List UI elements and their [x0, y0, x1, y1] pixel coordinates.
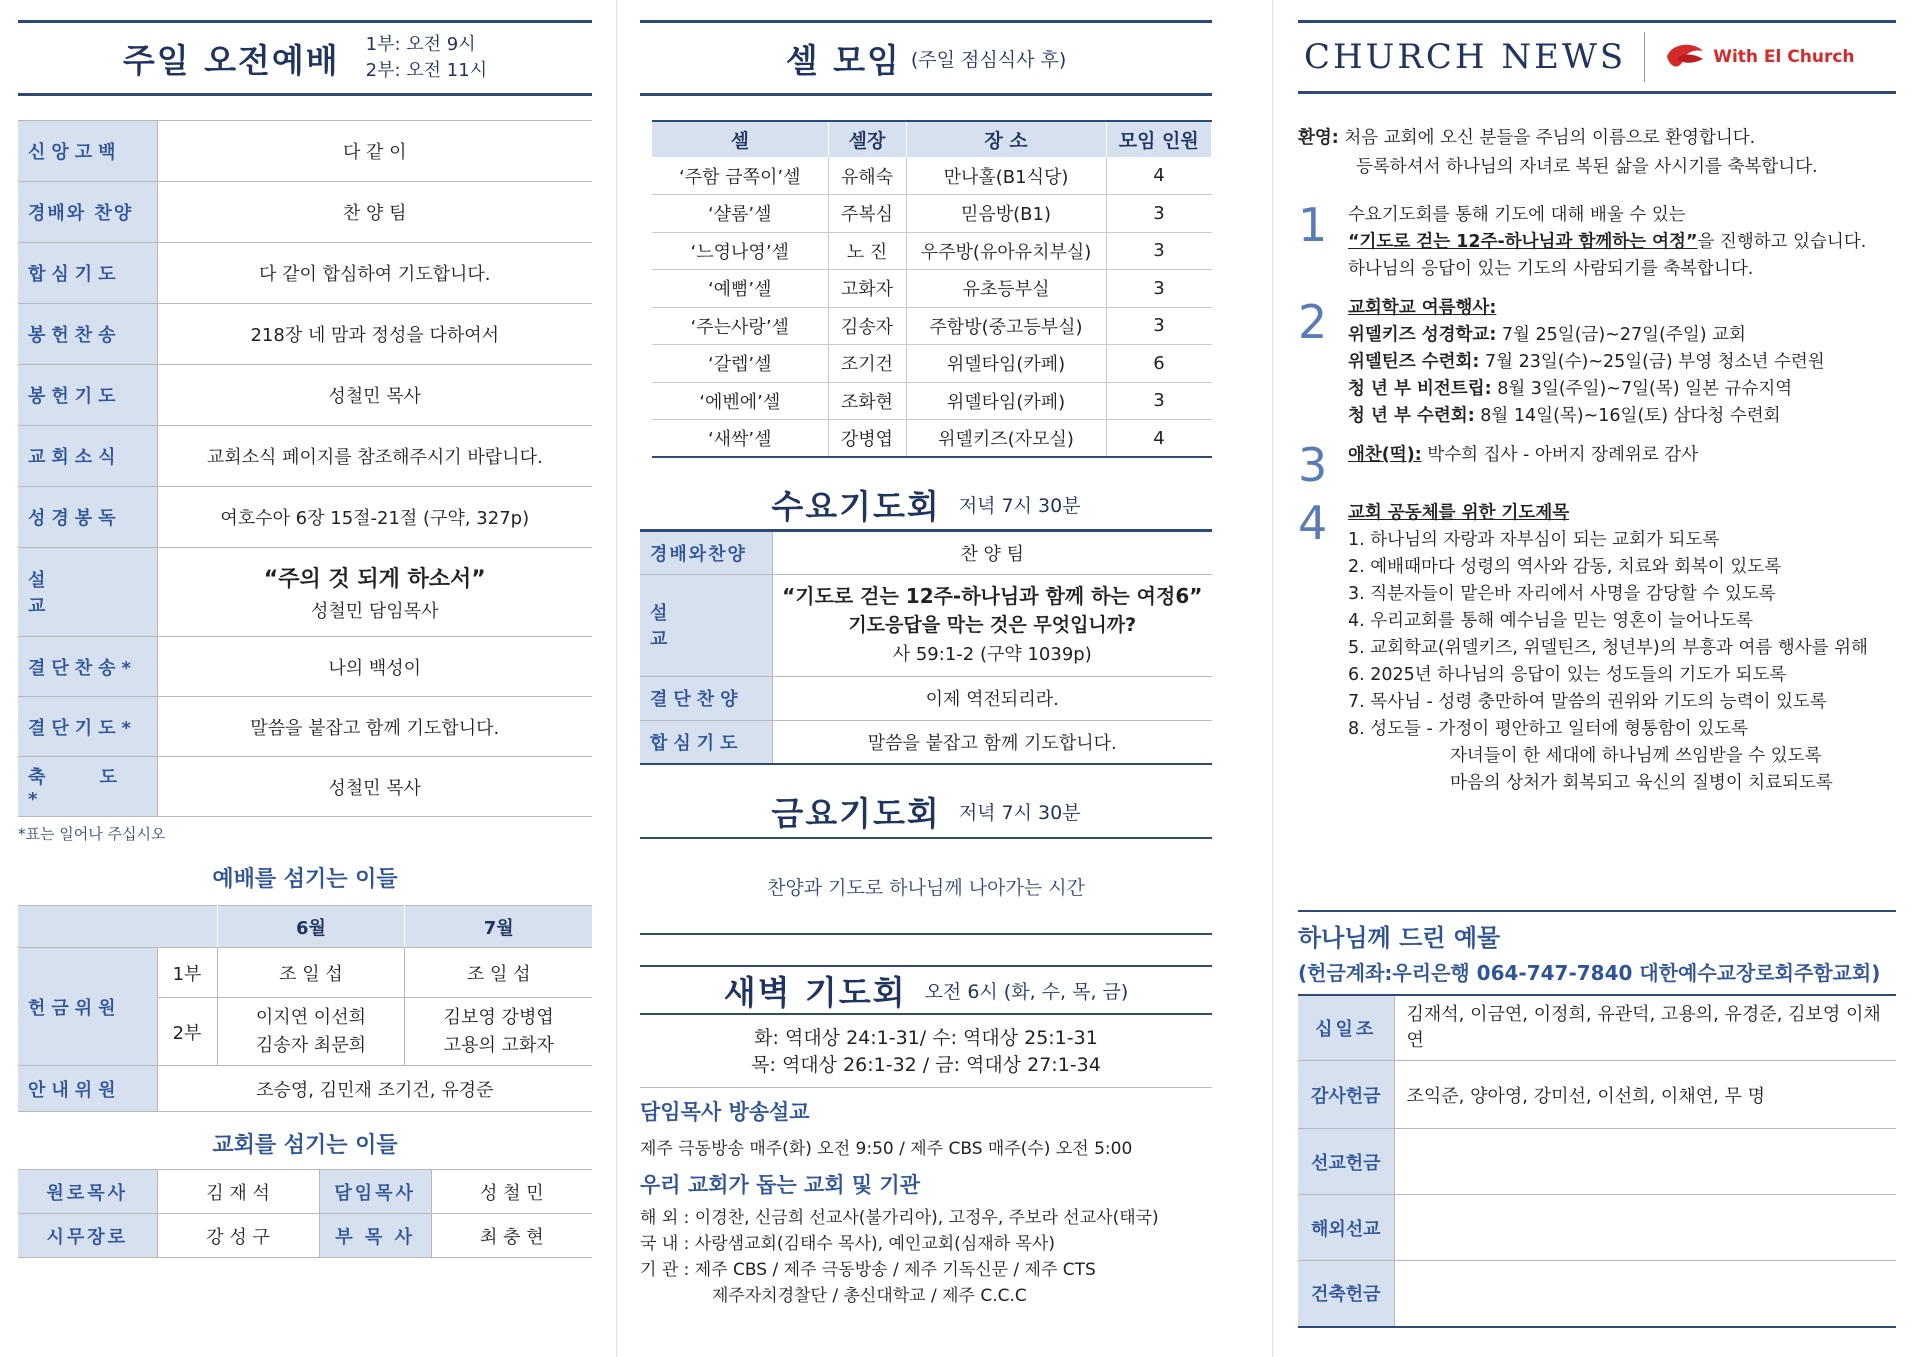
prayer-item-cont: 자녀들이 한 세대에 하나님께 쓰임받을 수 있도록: [1450, 746, 1822, 766]
friday-desc: 찬양과 기도로 하나님께 나아가는 시간: [640, 839, 1212, 935]
offering-label: 감사헌금: [1298, 1061, 1394, 1129]
prayer-item: 3. 직분자들이 맡은바 자리에서 사명을 감당할 수 있도록: [1348, 584, 1776, 604]
cell-name: ‘주는사랑’셀: [652, 307, 828, 345]
cell-place: 위델타임(카페): [906, 382, 1106, 420]
sermon-preacher: 성철민 담임목사: [311, 600, 439, 622]
news-body: [1348, 442, 1698, 469]
wed-sermon-row: [640, 574, 1212, 676]
event-detail: 8월 14일(목)~16일(토) 삼다청 수련회: [1480, 406, 1781, 426]
order-label: 봉헌기도: [18, 365, 157, 426]
order-value: 말씀을 붙잡고 함께 기도합니다.: [157, 697, 592, 757]
cell-count: 3: [1106, 195, 1212, 233]
welcome-text: 등록하셔서 하나님의 자녀로 복된 삶을 사시기를 축복합니다.: [1356, 157, 1818, 177]
cell-count: 3: [1106, 270, 1212, 308]
offering-row: [1298, 995, 1896, 1061]
news-line: [1348, 403, 1825, 430]
news-line: [1348, 322, 1825, 349]
role-value: 성 철 민: [431, 1170, 592, 1214]
wed-row: [640, 676, 1212, 720]
news-body: [1348, 295, 1825, 430]
news-number: 4: [1298, 496, 1328, 550]
column-news: [1298, 0, 1896, 1357]
june-part2-line: 이지연 이선희: [255, 1006, 366, 1028]
cell-row: [652, 345, 1212, 383]
prayer-item-cont: 마음의 상처가 회복되고 육신의 질병이 치료되도록: [1450, 773, 1833, 793]
order-value: 찬 양 팀: [157, 182, 592, 243]
support-title: 우리 교회가 돕는 교회 및 기관: [640, 1173, 920, 1197]
welcome-label: 환영:: [1298, 128, 1339, 148]
sermon-title: “주의 것 되게 하소서”: [263, 566, 486, 592]
friday-time: 저녁 7시 30분: [958, 801, 1081, 824]
order-row: [18, 697, 592, 757]
cell-place: 주함방(중고등부실): [906, 307, 1106, 345]
prayer-item: 8. 성도들 - 가정이 평안하고 일터에 형통함이 있도록: [1348, 719, 1749, 739]
order-label: 교회소식: [18, 426, 157, 487]
broadcast-text: 제주 극동방송 매주(화) 오전 9:50 / 제주 CBS 매주(수) 오전 5:00: [640, 1139, 1133, 1159]
news-line: 수요기도회를 통해 기도에 대해 배울 수 있는: [1348, 205, 1686, 225]
order-row: [18, 487, 592, 548]
dawn-line: 화: 역대상 24:1-31/ 수: 역대상 25:1-31: [754, 1027, 1098, 1049]
column-meetings: [640, 0, 1212, 1357]
wed-sermon-sub: 기도응답을 막는 것은 무엇입니까?: [848, 613, 1137, 636]
church-servers-row: [18, 1170, 592, 1214]
news-line: 하나님의 응답이 있는 기도의 사람되기를 축복합니다.: [1348, 259, 1754, 279]
cell-row: [652, 307, 1212, 345]
wed-value: 이제 역전되리라.: [772, 676, 1212, 720]
cell-col-header: 장 소: [906, 121, 1106, 157]
order-label: 결단찬송*: [18, 637, 157, 697]
july-part1: 조 일 섭: [405, 948, 592, 998]
welcome-block: [1298, 124, 1896, 182]
news-heading: 교회학교 여름행사:: [1348, 298, 1497, 318]
role-label: 시무장로: [18, 1214, 157, 1258]
news-line: [1348, 349, 1825, 376]
wednesday-header: [640, 480, 1212, 532]
service-time-1: 1부: 오전 9시: [365, 34, 476, 55]
servers-table: [18, 905, 592, 1112]
cell-col-header: 셀: [652, 121, 828, 157]
cell-name: ‘새싹’셀: [652, 420, 828, 458]
event-detail: 8월 3일(주일)~7일(목) 일본 규슈지역: [1497, 379, 1793, 399]
order-label: 합심기도: [18, 243, 157, 304]
cell-count: 3: [1106, 307, 1212, 345]
dawn-header: [640, 965, 1212, 1015]
cell-meeting-header: [640, 20, 1212, 96]
support-value: 제주자치경찰단 / 총신대학교 / 제주 C.C.C: [712, 1286, 1027, 1306]
prayer-item: 5. 교회학교(위델키즈, 위델틴즈, 청년부)의 부흥과 여름 행사를 위해: [1348, 638, 1868, 658]
wednesday-title: 수요기도회: [771, 487, 941, 526]
order-label: 경배와 찬양: [18, 182, 157, 243]
news-heading: 애찬(떡):: [1348, 445, 1422, 465]
cell-col-header: 셀장: [828, 121, 906, 157]
order-row: [18, 304, 592, 365]
order-row: [18, 637, 592, 697]
standing-note: *표는 일어나 주십시오: [18, 825, 166, 843]
cell-row: [652, 195, 1212, 233]
order-row: [18, 243, 592, 304]
cell-meeting-subtitle: (주일 점심식사 후): [910, 48, 1067, 71]
order-label: 봉헌찬송: [18, 304, 157, 365]
event-name: 청 년 부 수련회:: [1348, 406, 1475, 426]
servers-corner: [18, 906, 217, 948]
cell-leader: 유해숙: [828, 157, 906, 195]
prayer-item: 7. 목사님 - 성령 충만하여 말씀의 권위와 기도의 능력이 있도록: [1348, 692, 1827, 712]
cell-leader: 고화자: [828, 270, 906, 308]
support-label: 국 내 :: [640, 1234, 690, 1254]
news-item-4: [1298, 496, 1896, 797]
cell-row: [652, 232, 1212, 270]
cell-row: [652, 270, 1212, 308]
event-detail: 7월 25일(금)~27일(주일) 교회: [1501, 325, 1746, 345]
cell-leader: 노 진: [828, 232, 906, 270]
cell-count: 3: [1106, 382, 1212, 420]
support-line: [640, 1205, 1212, 1231]
servers-title: 예배를 섬기는 이들: [212, 867, 398, 892]
order-value: 218장 네 맘과 정성을 다하여서: [157, 304, 592, 365]
role-value: 최 충 현: [431, 1214, 592, 1258]
order-value: 다 같 이: [157, 121, 592, 182]
offering-label: 십일조: [1298, 995, 1394, 1061]
month-june: 6월: [217, 906, 405, 948]
order-value: 성철민 목사: [157, 757, 592, 817]
wed-row: [640, 532, 1212, 574]
news-text: 박수희 집사 - 아버지 장례위로 감사: [1427, 445, 1699, 465]
news-emphasis: “기도로 걷는 12주-하나님과 함께하는 여정”: [1348, 232, 1698, 252]
column-sunday: [18, 0, 592, 1357]
order-value: 다 같이 합심하여 기도합니다.: [157, 243, 592, 304]
church-servers-table: [18, 1169, 592, 1258]
order-row: [18, 365, 592, 426]
cell-name: ‘느영나영’셀: [652, 232, 828, 270]
offering-committee-label: 헌금위원: [18, 948, 157, 1066]
sunday-service-header: [18, 20, 592, 96]
order-row: [18, 426, 592, 487]
cell-count: 6: [1106, 345, 1212, 383]
offering-table: [1298, 994, 1896, 1328]
order-value: 교회소식 페이지를 참조해주시기 바랍니다.: [157, 426, 592, 487]
order-row: [18, 757, 592, 817]
order-label: 축 도*: [18, 757, 157, 817]
cell-count: 3: [1106, 232, 1212, 270]
dawn-readings: [640, 1015, 1212, 1088]
cell-count: 4: [1106, 157, 1212, 195]
broadcast-title: 담임목사 방송설교: [640, 1100, 810, 1124]
church-logo-text: With El Church: [1713, 47, 1855, 67]
offering-row: [1298, 1061, 1896, 1129]
cell-name: ‘샬롬’셀: [652, 195, 828, 233]
cell-place: 믿음방(B1): [906, 195, 1106, 233]
cell-place: 위델키즈(자모실): [906, 420, 1106, 458]
cell-leader: 조화현: [828, 382, 906, 420]
offering-account: (헌금계좌:우리은행 064-747-7840 대한예수교장로회주함교회): [1298, 961, 1881, 985]
cell-place: 유초등부실: [906, 270, 1106, 308]
cell-leader: 조기건: [828, 345, 906, 383]
news-item-1: [1298, 198, 1896, 283]
welcome-line: [1298, 124, 1896, 153]
support-value: 제주 CBS / 제주 극동방송 / 제주 기독신문 / 제주 CTS: [694, 1260, 1096, 1280]
servers-header-row: [18, 906, 592, 948]
role-label: 부 목 사: [319, 1214, 431, 1258]
june-part2-line: 김송자 최문희: [255, 1034, 366, 1056]
service-time-2: 2부: 오전 11시: [365, 60, 488, 81]
support-value: 사랑샘교회(김태수 목사), 예인교회(심재하 목사): [694, 1234, 1055, 1254]
wed-label: 경배와찬양: [640, 532, 772, 574]
offering-names: [1394, 1195, 1896, 1261]
wed-label: 합심기도: [640, 720, 772, 764]
part1-label: 1부: [157, 948, 217, 998]
offering-names: [1394, 1129, 1896, 1195]
part2-label: 2부: [157, 998, 217, 1066]
order-value: 성철민 목사: [157, 365, 592, 426]
prayer-item: 1. 하나님의 자랑과 자부심이 되는 교회가 되도록: [1348, 530, 1720, 550]
cell-name: ‘예뻠’셀: [652, 270, 828, 308]
news-line: [1348, 376, 1825, 403]
offering-title: 하나님께 드린 예물: [1298, 924, 1501, 952]
month-july: 7월: [405, 906, 592, 948]
wed-label: 결단찬양: [640, 676, 772, 720]
event-name: 위델키즈 성경학교:: [1348, 325, 1497, 345]
wed-value: 말씀을 붙잡고 함께 기도합니다.: [772, 720, 1212, 764]
sermon-cell: [157, 548, 592, 637]
dawn-title: 새벽 기도회: [723, 972, 907, 1012]
offering-row: [1298, 1261, 1896, 1327]
offering-row: [1298, 1129, 1896, 1195]
support-value: 이경찬, 신금희 선교사(불가리아), 고정우, 주보라 선교사(태국): [694, 1208, 1159, 1228]
order-value: 나의 백성이: [157, 637, 592, 697]
cell-leader: 김송자: [828, 307, 906, 345]
news-line: [1348, 229, 1866, 256]
sunday-order-table: [18, 120, 592, 817]
wednesday-time: 저녁 7시 30분: [958, 495, 1081, 517]
offering-label: 건축헌금: [1298, 1261, 1394, 1327]
cell-table: [652, 120, 1212, 458]
news-heading: 교회 공동체를 위한 기도제목: [1348, 503, 1570, 523]
wed-sermon-title: “기도로 걷는 12주-하나님과 함께 하는 여정6”: [782, 583, 1203, 608]
friday-title: 금요기도회: [771, 793, 941, 833]
cell-header-row: [652, 121, 1212, 157]
news-item-3: [1298, 438, 1896, 492]
church-logo-icon: [1663, 39, 1707, 75]
church-servers-title: 교회를 섬기는 이들: [212, 1133, 398, 1158]
cell-meeting-title: 셀 모임: [785, 40, 901, 80]
cell-place: 우주방(유아유치부실): [906, 232, 1106, 270]
offering-row: [1298, 1195, 1896, 1261]
usher-label: 안내위원: [18, 1066, 157, 1112]
support-label: 기 관 :: [640, 1260, 690, 1280]
friday-header: [640, 785, 1212, 839]
wed-sermon-ref: 사 59:1-2 (구약 1039p): [892, 643, 1092, 665]
news-number: 1: [1298, 198, 1328, 252]
church-servers-row: [18, 1214, 592, 1258]
june-part2: [217, 998, 405, 1066]
sermon-row: [18, 548, 592, 637]
july-part2-line: 김보영 강병엽: [443, 1006, 554, 1028]
cell-leader: 강병엽: [828, 420, 906, 458]
offering-label: 해외선교: [1298, 1195, 1394, 1261]
cell-name: ‘갈렙’셀: [652, 345, 828, 383]
welcome-text: 처음 교회에 오신 분들을 주님의 이름으로 환영합니다.: [1344, 128, 1756, 148]
june-part1: 조 일 섭: [217, 948, 405, 998]
order-row: [18, 182, 592, 243]
news-text: 을 진행하고 있습니다.: [1697, 232, 1867, 252]
prayer-item: 6. 2025년 하나님의 응답이 있는 성도들의 기도가 되도록: [1348, 665, 1787, 685]
role-label: 담임목사: [319, 1170, 431, 1214]
order-row: [18, 121, 592, 182]
order-label: 신앙고백: [18, 121, 157, 182]
offering-names: 김재석, 이금연, 이정희, 유관덕, 고용의, 유경준, 김보영 이채연: [1394, 995, 1896, 1061]
offering-section: [1298, 910, 1896, 1328]
support-line: [640, 1231, 1212, 1257]
cell-name: ‘에벤에’셀: [652, 382, 828, 420]
offering-label: 선교헌금: [1298, 1129, 1394, 1195]
news-header: [1298, 20, 1896, 94]
news-item-2: [1298, 295, 1896, 430]
support-line: [640, 1257, 1212, 1283]
offering-names: [1394, 1261, 1896, 1327]
july-part2: [405, 998, 592, 1066]
cell-leader: 주복심: [828, 195, 906, 233]
event-name: 위델틴즈 수련회:: [1348, 352, 1480, 372]
ushers-value: 조승영, 김민재 조기건, 유경준: [157, 1066, 592, 1112]
dawn-line: 목: 역대상 26:1-32 / 금: 역대상 27:1-34: [751, 1054, 1101, 1076]
cell-row: [652, 382, 1212, 420]
order-value: 여호수아 6장 15절-21절 (구약, 327p): [157, 487, 592, 548]
wed-row: [640, 720, 1212, 764]
cell-row: [652, 157, 1212, 195]
news-number: 2: [1298, 295, 1328, 349]
news-body: [1348, 500, 1868, 797]
cell-count: 4: [1106, 420, 1212, 458]
offering-names: 조익준, 양아영, 강미선, 이선희, 이채연, 무 명: [1394, 1061, 1896, 1129]
role-label: 원로목사: [18, 1170, 157, 1214]
sermon-label: 설 교: [18, 548, 157, 637]
role-value: 강 성 구: [157, 1214, 319, 1258]
news-title: CHURCH NEWS: [1304, 37, 1627, 77]
cell-place: 만나홀(B1식당): [906, 157, 1106, 195]
news-body: [1348, 202, 1866, 283]
cell-col-header: 모임 인원: [1106, 121, 1212, 157]
prayer-item: 4. 우리교회를 통해 예수님을 믿는 영혼이 늘어나도록: [1348, 611, 1754, 631]
servers-row: [18, 948, 592, 998]
event-detail: 7월 23일(수)~25일(금) 부영 청소년 수련원: [1485, 352, 1825, 372]
support-label: 해 외 :: [640, 1208, 690, 1228]
july-part2-line: 고용의 고화자: [443, 1034, 554, 1056]
header-divider: [1644, 32, 1645, 82]
cell-name: ‘주함 금쪽이’셀: [652, 157, 828, 195]
cell-place: 위델타임(카페): [906, 345, 1106, 383]
wed-value: 찬 양 팀: [772, 532, 1212, 574]
wed-sermon-cell: [772, 574, 1212, 676]
sunday-service-title: 주일 오전예배: [122, 40, 340, 80]
dawn-time: 오전 6시 (화, 수, 목, 금): [924, 980, 1129, 1003]
sunday-service-times: [366, 32, 487, 84]
support-list: [640, 1205, 1212, 1309]
wednesday-table: [640, 532, 1212, 765]
cell-row: [652, 420, 1212, 458]
wed-label: 설 교: [640, 574, 772, 676]
order-label: 결단기도*: [18, 697, 157, 757]
order-label: 성경봉독: [18, 487, 157, 548]
church-logo: [1663, 39, 1854, 75]
role-value: 김 재 석: [157, 1170, 319, 1214]
news-number: 3: [1298, 438, 1328, 492]
servers-row: [18, 1066, 592, 1112]
prayer-item: 2. 예배때마다 성령의 역사와 감동, 치료와 회복이 있도록: [1348, 557, 1782, 577]
event-name: 청 년 부 비전트립:: [1348, 379, 1492, 399]
